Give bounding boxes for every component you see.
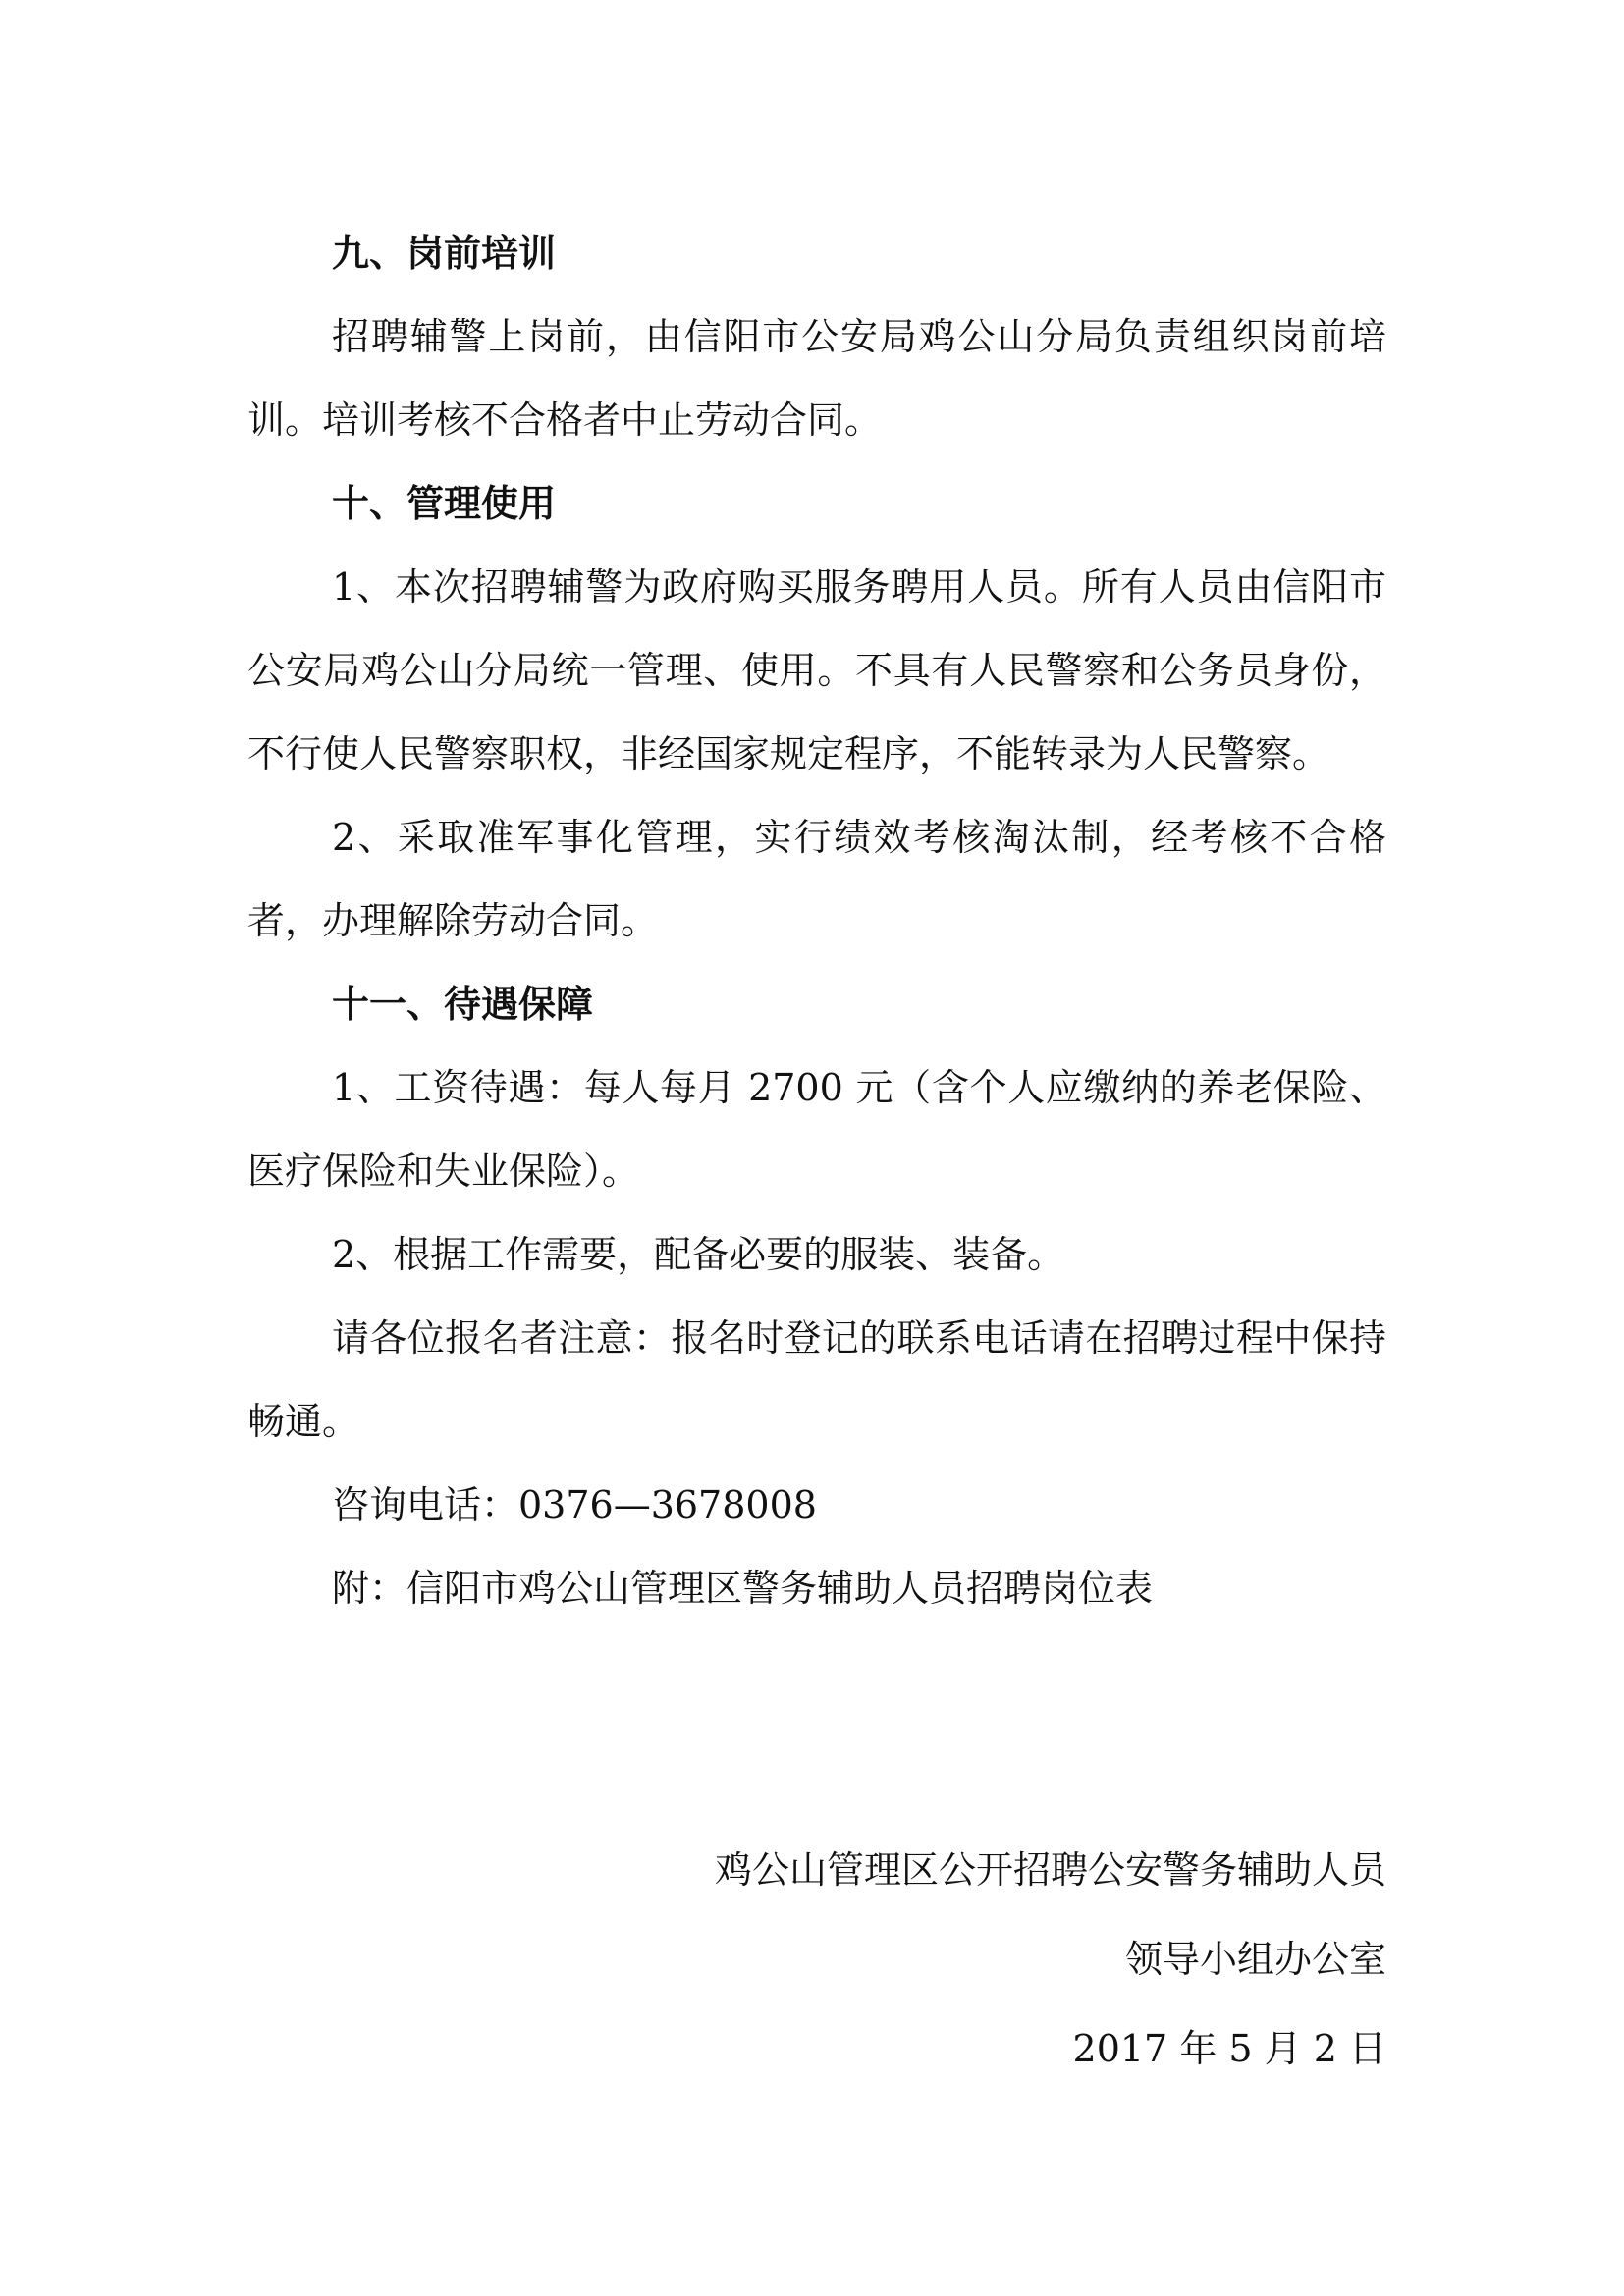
document-body: [247, 212, 1386, 1630]
consult-phone: 咨询电话：0376—3678008: [332, 1483, 817, 1526]
applicant-notice: 请各位报名者注意：报名时登记的联系电话请在招聘过程中保持畅通。: [247, 1316, 1386, 1443]
signature-date: 2017 年 5 月 2 日: [1072, 2027, 1386, 2070]
section-heading-10: 十、管理使用: [332, 482, 557, 525]
section-11-paragraph-2: 2、根据工作需要，配备必要的服装、装备。: [332, 1233, 1065, 1276]
section-9-paragraph-1: 招聘辅警上岗前，由信阳市公安局鸡公山分局负责组织岗前培训。培训考核不合格者中止劳动合同。: [247, 315, 1386, 442]
signature-org-line-1: 鸡公山管理区公开招聘公安警务辅助人员: [714, 1848, 1386, 1892]
signature-org-line-2: 领导小组办公室: [1124, 1938, 1386, 1981]
signature-block: [715, 1826, 1386, 2094]
section-10-paragraph-2: 2、采取准军事化管理，实行绩效考核淘汰制，经考核不合格者，办理解除劳动合同。: [247, 816, 1386, 942]
section-11-paragraph-1: 1、工资待遇：每人每月 2700 元（含个人应缴纳的养老保险、医疗保险和失业保险）。: [247, 1066, 1386, 1193]
attachment-note: 附：信阳市鸡公山管理区警务辅助人员招聘岗位表: [332, 1567, 1154, 1610]
section-heading-9: 九、岗前培训: [332, 232, 557, 275]
section-10-paragraph-1: 1、本次招聘辅警为政府购买服务聘用人员。所有人员由信阳市公安局鸡公山分局统一管理、使用。不具有人民警察和公务员身份，不行使人民警察职权，非经国家规定程序，不能转录为人民警察。: [247, 565, 1386, 775]
section-heading-11: 十一、待遇保障: [332, 983, 594, 1026]
